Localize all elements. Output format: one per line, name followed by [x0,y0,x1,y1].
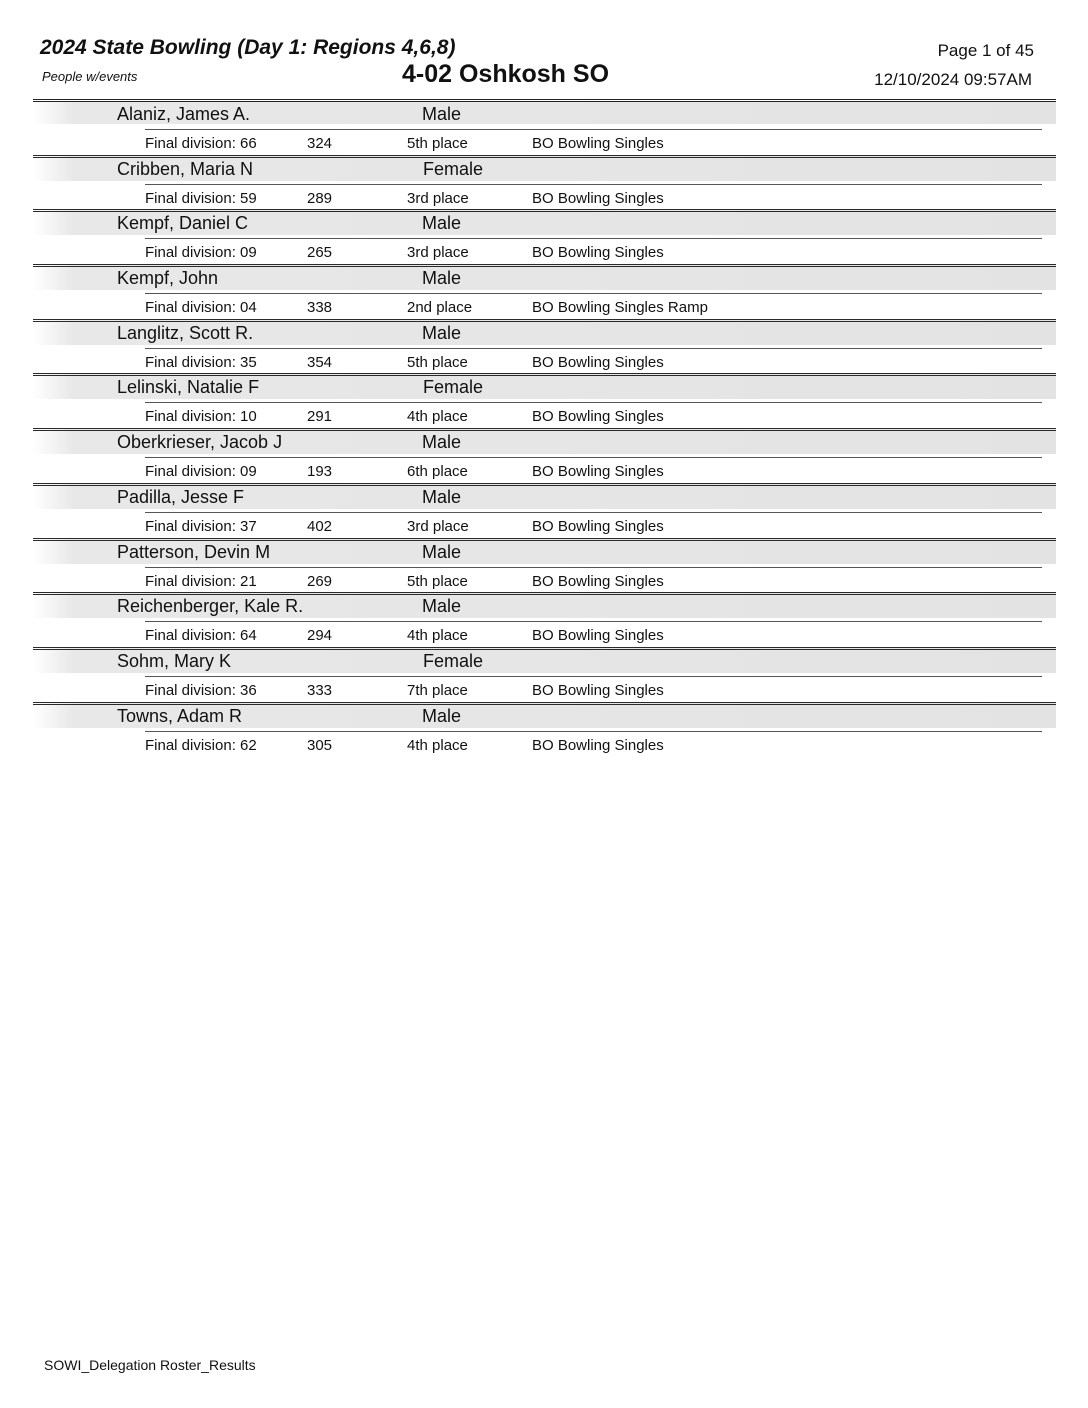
event-division: Final division: 04 [145,299,257,317]
person-gender: Female [423,158,484,179]
event-place: 5th place [407,572,468,590]
event-division: Final division: 09 [145,463,257,481]
event-name: BO Bowling Singles [532,353,664,371]
event-score: 333 [307,681,333,699]
person-gender: Male [422,596,462,617]
person-gender: Male [422,486,462,507]
event-division: Final division: 66 [145,135,257,152]
person-record [0,100,1088,155]
delegation-name: 4-02 Oshkosh SO [402,60,610,88]
event-division: Final division: 09 [145,244,257,262]
event-divider [145,621,1042,622]
event-division: Final division: 59 [145,189,257,207]
person-record [0,483,1088,538]
person-record [0,647,1088,702]
person-record [0,373,1088,428]
event-name: BO Bowling Singles [532,517,664,535]
event-division: Final division: 10 [145,408,257,426]
event-divider [145,293,1042,294]
event-score: 291 [307,408,333,426]
person-name: Padilla, Jesse F [117,486,245,507]
event-divider [145,238,1042,239]
event-place: 3rd place [407,244,469,262]
event-place: 7th place [407,681,468,699]
person-record [0,209,1088,264]
person-record [0,155,1088,210]
event-score: 338 [307,299,333,317]
event-name: BO Bowling Singles [532,736,664,754]
person-record [0,264,1088,319]
event-division: Final division: 21 [145,572,257,590]
person-name: Cribben, Maria N [117,158,254,179]
event-score: 402 [307,517,333,535]
event-divider [145,457,1042,458]
event-score: 289 [307,189,333,207]
person-name: Reichenberger, Kale R. [117,596,304,617]
person-gender: Male [422,432,462,453]
person-name: Alaniz, James A. [117,104,251,124]
page-indicator: Page 1 of 45 [937,41,1034,60]
person-name: Kempf, Daniel C [117,213,249,234]
event-name: BO Bowling Singles [532,408,664,426]
event-score: 354 [307,353,333,371]
event-division: Final division: 64 [145,627,257,645]
event-division: Final division: 37 [145,517,257,535]
event-division: Final division: 36 [145,681,257,699]
person-gender: Female [423,377,484,398]
event-place: 5th place [407,135,468,152]
person-gender: Male [422,213,462,234]
person-record [0,428,1088,483]
event-divider [145,676,1042,677]
event-divider [145,184,1042,185]
event-name: BO Bowling Singles [532,244,664,262]
person-gender: Male [422,104,462,124]
person-record [0,702,1088,757]
event-name: BO Bowling Singles [532,463,664,481]
person-gender: Male [422,705,462,726]
person-record [0,319,1088,374]
event-place: 2nd place [407,299,473,317]
event-place: 6th place [407,463,468,481]
event-place: 5th place [407,353,468,371]
event-name: BO Bowling Singles [532,681,664,699]
event-name: BO Bowling Singles [532,189,664,207]
report-title: 2024 State Bowling (Day 1: Regions 4,6,8) [40,36,456,59]
event-score: 305 [307,736,333,754]
event-divider [145,129,1042,130]
event-score: 265 [307,244,333,262]
event-score: 294 [307,627,333,645]
event-place: 4th place [407,408,468,426]
event-name: BO Bowling Singles [532,627,664,645]
event-place: 3rd place [407,189,469,207]
person-record [0,538,1088,593]
event-name: BO Bowling Singles Ramp [532,299,708,317]
roster-list [0,100,1088,756]
person-name: Kempf, John [117,268,219,289]
report-subtitle: People w/events [42,69,138,84]
person-name: Towns, Adam R [117,705,243,726]
person-gender: Male [422,268,462,289]
event-score: 324 [307,135,333,152]
person-name: Oberkrieser, Jacob J [117,432,283,453]
person-name: Sohm, Mary K [117,650,232,671]
event-divider [145,512,1042,513]
event-divider [145,567,1042,568]
event-score: 269 [307,572,333,590]
event-score: 193 [307,463,333,481]
event-divider [145,731,1042,732]
person-gender: Female [423,650,484,671]
person-name: Lelinski, Natalie F [117,377,260,398]
event-name: BO Bowling Singles [532,572,664,590]
event-divider [145,402,1042,403]
event-place: 4th place [407,736,468,754]
report-footer: SOWI_Delegation Roster_Results [44,1357,256,1373]
event-division: Final division: 35 [145,353,257,371]
event-place: 3rd place [407,517,469,535]
person-name: Langlitz, Scott R. [117,322,254,343]
event-divider [145,348,1042,349]
event-division: Final division: 62 [145,736,257,754]
person-gender: Male [422,322,462,343]
event-place: 4th place [407,627,468,645]
event-name: BO Bowling Singles [532,135,664,152]
person-record [0,592,1088,647]
person-name: Patterson, Devin M [117,541,271,562]
report-datetime: 12/10/2024 09:57AM [874,70,1032,89]
person-gender: Male [422,541,462,562]
